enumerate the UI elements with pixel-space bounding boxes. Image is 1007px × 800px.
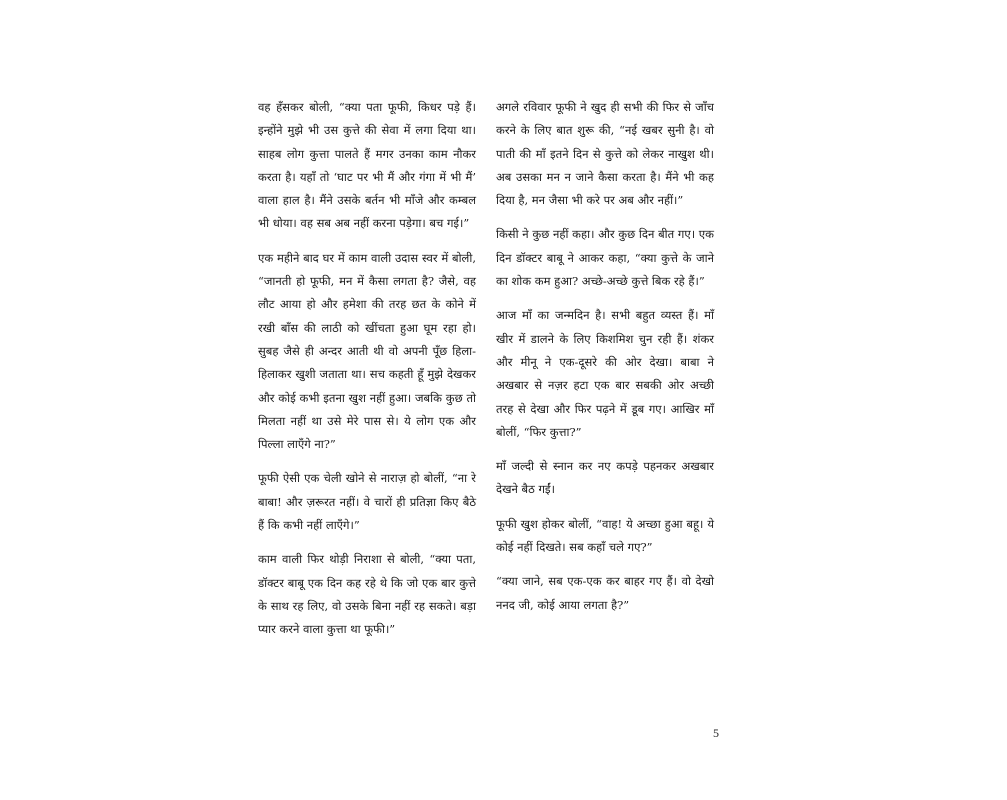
paragraph: माँ जल्दी से स्नान कर नए कपड़े पहनकर अखबार देखने बैठ गईं। [496, 459, 714, 497]
paragraph: “क्या जाने, सब एक-एक कर बाहर गए हैं। वो देखो ननद जी, कोई आया लगता है?” [496, 574, 714, 612]
paragraph: किसी ने कुछ नहीं कहा। और कुछ दिन बीत गए। एक दिन डॉक्टर बाबू ने आकर कहा, “क्या कुत्ते के जाने का शोक कम हुआ? अच्छे-अच्छे कुत्ते बिक रहे हैं।” [496, 227, 714, 289]
paragraph: काम वाली फिर थोड़ी निराशा से बोली, “क्या पता, डॉक्टर बाबू एक दिन कह रहे थे कि जो एक बार कुत्ते के साथ रह लिए, वो उसके बिना नहीं रह सकते। बड़ा प्यार करने वाला कुत्ता था फूफी।” [258, 552, 476, 637]
paragraph: वह हँसकर बोली, “क्या पता फूफी, किधर पड़े हैं। इन्होंने मुझे भी उस कुत्ते की सेवा में लगा दिया था। साहब लोग कुत्ता पालते हैं मगर उनका काम नौकर करता है। यहाँ तो ‘घाट पर भी मैं और गंगा में भी मैं’ वाला हाल है। मैंने उसके बर्तन भी माँजे और कम्बल भी धोया। वह सब अब नहीं करना पड़ेगा। बच गई।” [258, 100, 476, 231]
left-text-column [258, 96, 476, 653]
paragraph: एक महीने बाद घर में काम वाली उदास स्वर में बोली, “जानती हो फूफी, मन में कैसा लगता है? जैसे, वह लौट आया हो और हमेशा की तरह छत के कोने में रखी बाँस की लाठी को खींचता हुआ घूम रहा हो। सुबह जैसे ही अन्दर आती थी वो अपनी पूँछ हिला-हिलाकर खुशी जताता था। सच कहती हूँ मुझे देखकर और कोई कभी इतना खुश नहीं हुआ। जबकि कुछ तो मिलता नहीं था उसे मेरे पास से। ये लोग एक और पिल्ला लाएँगे ना?” [258, 250, 476, 452]
page-number: 5 [713, 726, 719, 740]
paragraph: अगले रविवार फूफी ने खुद ही सभी की फिर से जाँच करने के लिए बात शुरू की, “नई खबर सुनी है। वो पाती की माँ इतने दिन से कुत्ते को लेकर नाखुश थी। अब उसका मन न जाने कैसा करता है। मैंने भी कह दिया है, मन जैसा भी करे पर अब और नहीं।” [496, 100, 714, 208]
paragraph: फूफी ऐसी एक चेली खोने से नाराज़ हो बोलीं, “ना रे बाबा! और ज़रूरत नहीं। वे चारों ही प्रतिज्ञा किए बैठे हैं कि कभी नहीं लाएँगे।” [258, 471, 476, 533]
right-text-column [496, 96, 714, 628]
paragraph: आज माँ का जन्मदिन है। सभी बहुत व्यस्त हैं। माँ खीर में डालने के लिए किशमिश चुन रही हैं। शंकर और मीनू ने एक-दूसरे की ओर देखा। बाबा ने अखबार से नज़र हटा एक बार सबकी ओर अच्छी तरह से देखा और फिर पढ़ने में डूब गए। आखिर माँ बोलीं, “फिर कुत्ता?” [496, 308, 714, 439]
paragraph: फूफी खुश होकर बोलीं, “वाह! ये अच्छा हुआ बहू। ये कोई नहीं दिखते। सब कहाँ चले गए?” [496, 516, 714, 555]
